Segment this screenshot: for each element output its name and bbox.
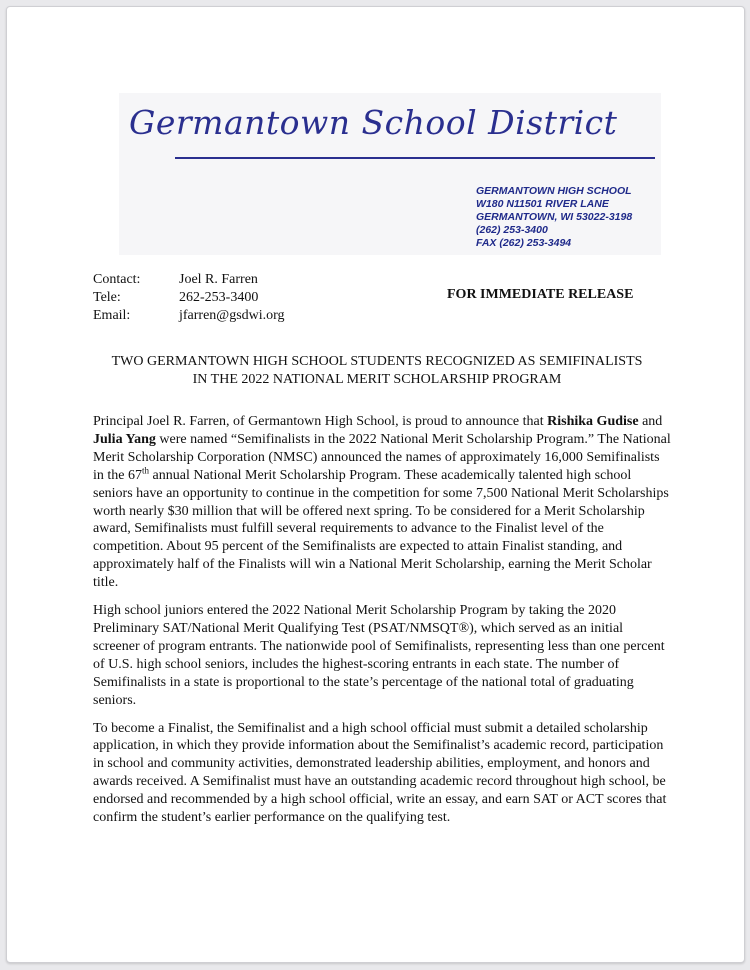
email-value[interactable]: jfarren@gsdwi.org	[179, 308, 285, 323]
contact-block	[93, 271, 285, 325]
school-address	[476, 185, 632, 250]
contact-label: Contact:	[93, 272, 141, 287]
press-body	[93, 413, 673, 837]
paragraph-1	[93, 413, 673, 592]
p1-text: were named “Semifinalists in the 2022 National Merit Scholarship Program.” The National Merit Scholarship Corporation (NMSC) announced the names of approximately 16,000 Semifinalists in the 67	[93, 431, 671, 483]
p1-text: Principal Joel R. Farren, of Germantown High School, is proud to announce that	[93, 414, 548, 429]
address-line: GERMANTOWN, WI 53022-3198	[476, 211, 633, 223]
headline-line: IN THE 2022 NATIONAL MERIT SCHOLARSHIP PROGRAM	[192, 372, 562, 387]
district-logo-text: Germantown School District	[129, 103, 618, 142]
email-row	[93, 307, 285, 325]
headline-line: TWO GERMANTOWN HIGH SCHOOL STUDENTS RECOGNIZED AS SEMIFINALISTS	[111, 354, 643, 369]
release-notice: FOR IMMEDIATE RELEASE	[447, 287, 634, 302]
press-headline	[67, 353, 687, 389]
tele-row	[93, 289, 285, 307]
contact-row	[93, 271, 285, 289]
address-line: FAX (262) 253-3494	[476, 237, 572, 249]
document-page	[6, 6, 745, 963]
contact-name: Joel R. Farren	[179, 272, 258, 287]
logo-underline	[175, 157, 655, 159]
student-name: Julia Yang	[93, 431, 156, 447]
p1-text: annual National Merit Scholarship Program. These academically talented high school seniors have an opportunity to continue in the competition for some 7,500 National Merit Scholarships worth nearly $30 million that will be offered next spring. To be considered for a Merit Scholarship award, Semifinalists must fulfill several requirements to advance to the Finalist level of the competition. About 95 percent of the Semifinalists are expected to attain Finalist standing, and approximately half of the Finalists will win a National Merit Scholarship, earning the Merit Scholar title.	[93, 467, 669, 591]
address-line: W180 N11501 RIVER LANE	[476, 198, 609, 210]
tele-label: Tele:	[93, 290, 121, 305]
letterhead	[119, 93, 661, 255]
address-line: GERMANTOWN HIGH SCHOOL	[476, 185, 632, 197]
paragraph-3: To become a Finalist, the Semifinalist and a high school official must submit a detailed scholarship application, in which they provide information about the Semifinalist’s academic record, participation in school and community activities, demonstrated leadership abilities, employment, and honors and awards received. A Semifinalist must have an outstanding academic record throughout high school, be endorsed and recommended by a high school official, write an essay, and earn SAT or ACT scores that confirm the student’s earlier performance on the qualifying test.	[93, 720, 667, 826]
email-label: Email:	[93, 308, 131, 323]
student-name: Rishika Gudise	[547, 414, 639, 429]
p1-text: and	[638, 414, 663, 429]
address-line: (262) 253-3400	[476, 224, 548, 236]
paragraph-2: High school juniors entered the 2022 National Merit Scholarship Program by taking the 2020 Preliminary SAT/National Merit Qualifying Test (PSAT/NMSQT®), which served as an initial screener of program entrants. The nationwide pool of Semifinalists, representing less than one percent of U.S. high school seniors, includes the highest-scoring entrants in each state. The number of Semifinalists in a state is proportional to the state’s percentage of the national total of graduating seniors.	[93, 603, 665, 708]
tele-value: 262-253-3400	[179, 290, 259, 305]
ordinal-suffix: th	[142, 465, 150, 476]
